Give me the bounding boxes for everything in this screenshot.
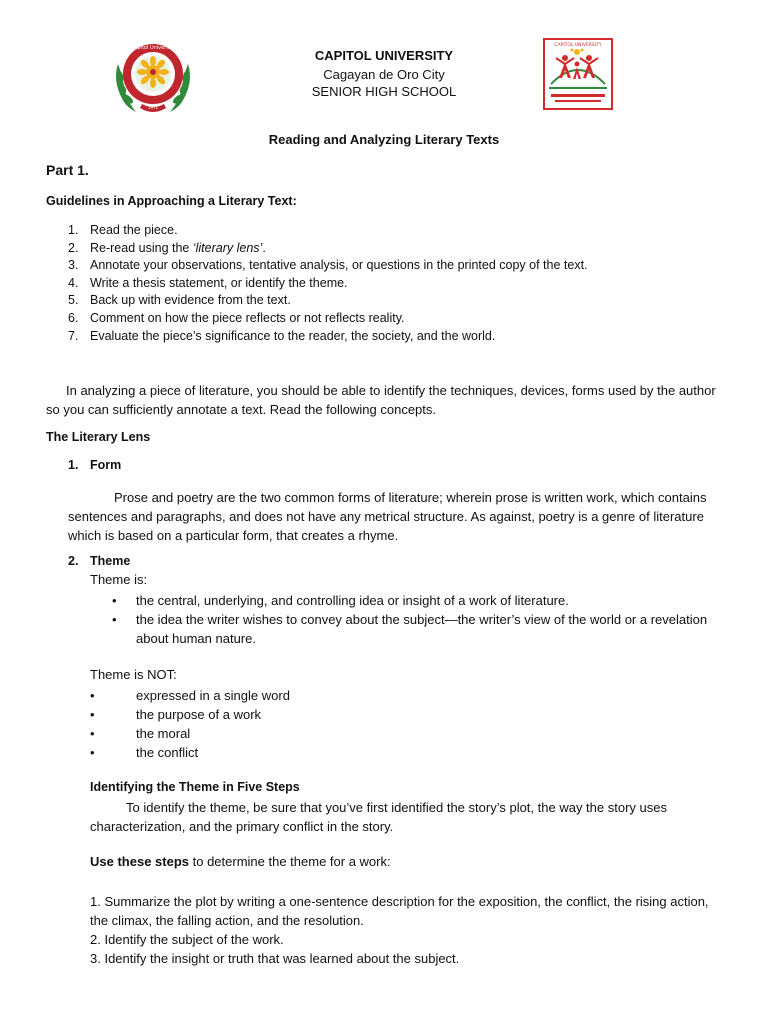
guidelines-list (46, 222, 626, 345)
svg-text:1971: 1971 (147, 105, 159, 110)
list-item: • the idea the writer wishes to convey about the subject—the writer’s view of the world or a revelation about human nature. (112, 612, 708, 646)
guidelines-heading: Guidelines in Approaching a Literary Text: (46, 194, 297, 208)
list-item: • the conflict (90, 745, 199, 760)
list-item: 3. Annotate your observations, tentative analysis, or questions in the printed copy of the text. (68, 258, 588, 273)
document-title: Reading and Analyzing Literary Texts (268, 132, 500, 147)
list-item: • the purpose of a work (90, 707, 262, 722)
university-name: CAPITOL UNIVERSITY (314, 48, 454, 63)
list-item: 3. Identify the insight or truth that was learned about the subject. (90, 951, 460, 966)
theme-not-label: Theme is NOT: (90, 667, 177, 682)
five-steps-paragraph: To identify the theme, be sure that you’ve first identified the story’s plot, the way the story uses characterization, and the primary conflict in the story. (90, 800, 667, 834)
list-item: • the moral (90, 726, 191, 741)
list-item: • the central, underlying, and controlling idea or insight of a work of literature. (112, 593, 569, 608)
list-item: 6. Comment on how the piece reflects or not reflects reality. (68, 310, 405, 325)
form-heading: 1. Form (68, 458, 122, 472)
list-item: 7. Evaluate the piece’s significance to the reader, the society, and the world. (68, 328, 496, 343)
school-department: SENIOR HIGH SCHOOL (311, 84, 457, 99)
list-item: 4. Write a thesis statement, or identify the theme. (68, 275, 348, 290)
university-city: Cagayan de Oro City (323, 67, 445, 82)
senior-high-school-logo (543, 38, 613, 110)
list-item: 2. Identify the subject of the work. (90, 932, 284, 947)
list-item: 1. Summarize the plot by writing a one-sentence description for the exposition, the conflict, the rising action, the climax, the falling action, and the resolution. (90, 894, 709, 928)
list-item: 2. Re-read using the ‘literary lens’. (68, 240, 266, 255)
theme-heading: 2. Theme (68, 554, 131, 568)
theme-is-list (90, 591, 730, 648)
capitol-university-seal-logo (108, 36, 198, 118)
list-item: • expressed in a single word (90, 688, 290, 703)
theme-not-list (90, 686, 290, 762)
literary-lens-heading: The Literary Lens (46, 430, 151, 444)
form-paragraph: Prose and poetry are the two common forms of literature; wherein prose is written work, which contains sentences and paragraphs, and does not have any metrical structure. As against, poetry is a genre of literature which is based on a particular form, that creates a rhyme. (68, 490, 707, 543)
five-steps-heading: Identifying the Theme in Five Steps (90, 780, 300, 794)
intro-paragraph: In analyzing a piece of literature, you should be able to identify the techniques, devices, forms used by the author so you can sufficiently annotate a text. Read the following concepts. (46, 383, 716, 417)
theme-is-label: Theme is: (90, 572, 148, 587)
list-item: 5. Back up with evidence from the text. (68, 293, 291, 308)
part-heading: Part 1. (46, 162, 89, 178)
svg-text:CAPITOL UNIVERSITY: CAPITOL UNIVERSITY (554, 43, 602, 48)
use-steps-line: Use these steps to determine the theme for a work: (90, 854, 391, 869)
svg-text:Capitol University: Capitol University (130, 45, 176, 51)
theme-steps-list (90, 892, 730, 968)
list-item: 1. Read the piece. (68, 223, 178, 237)
